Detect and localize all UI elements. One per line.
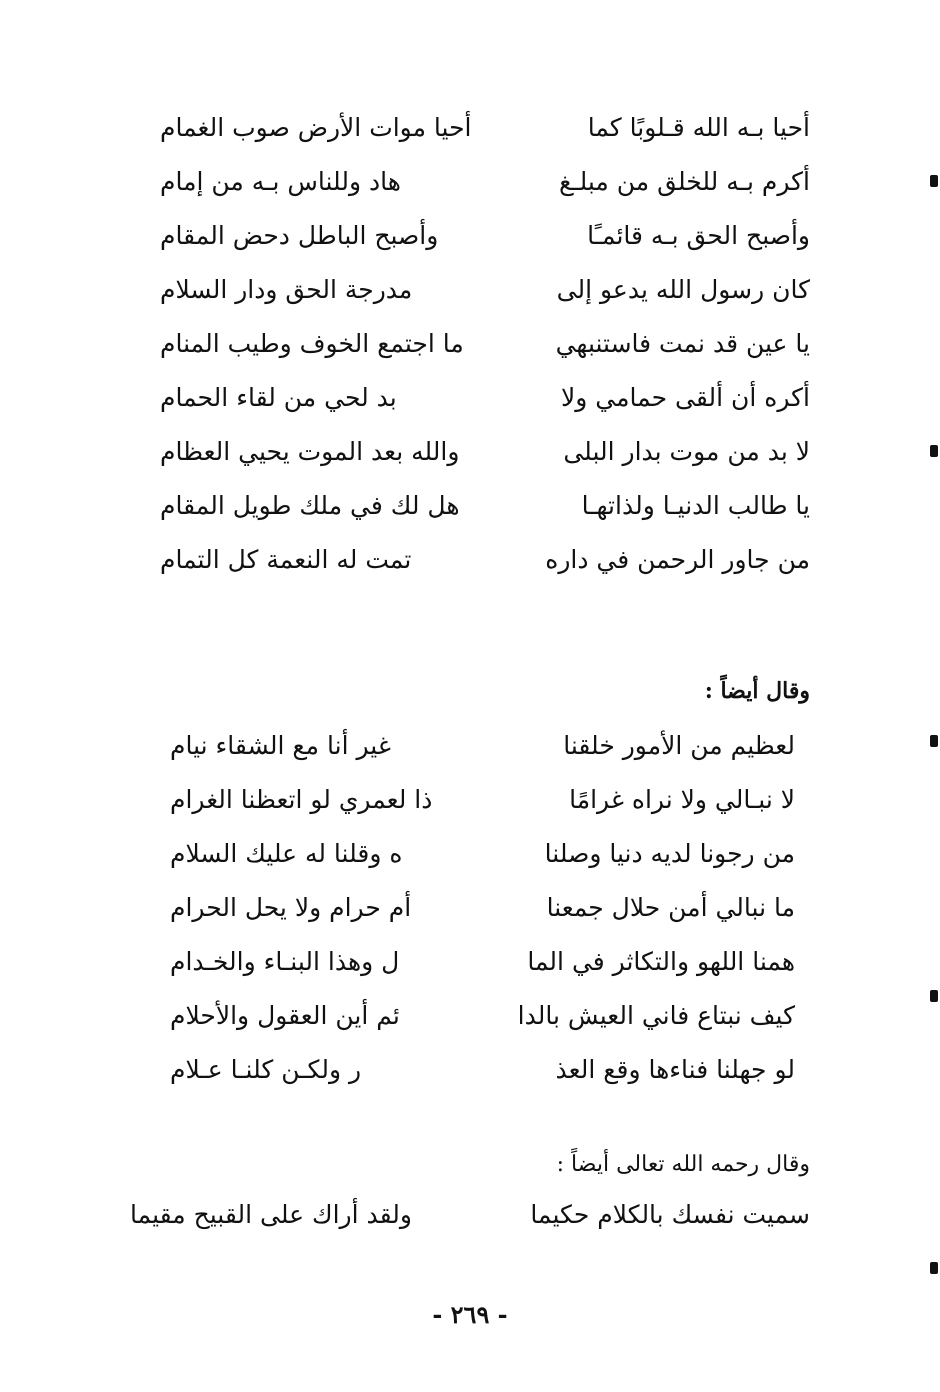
left-hemistich: هل لك في ملك طويل المقام (160, 490, 460, 520)
intro-heading-2: وقال أيضاً : (704, 678, 810, 704)
right-hemistich: يا عين قد نمت فاستنبهي (555, 328, 810, 358)
right-hemistich: أكرم بـه للخلق من مبلـغ (558, 166, 810, 196)
right-hemistich: أحيا بـه الله قـلوبًا كما (587, 112, 810, 142)
left-hemistich: هاد وللناس بـه من إمام (160, 166, 401, 196)
right-hemistich: لا بد من موت بدار البلى (563, 436, 810, 466)
single-verse-left-hemistich: ولقد أراك على القبيح مقيما (130, 1199, 412, 1229)
left-hemistich: أحيا موات الأرض صوب الغمام (160, 112, 472, 142)
verse-line (160, 478, 810, 532)
page-number: - ٢٦٩ - (432, 1300, 508, 1329)
right-hemistich: ما نبالي أمن حلال جمعنا (546, 892, 795, 922)
right-hemistich: كان رسول الله يدعو إلى (556, 274, 810, 304)
left-hemistich: والله بعد الموت يحيي العظام (160, 436, 460, 466)
single-verse (130, 1192, 810, 1236)
right-hemistich: كيف نبتاع فاني العيش بالدا (517, 1000, 795, 1030)
verse-line (160, 208, 810, 262)
single-verse-right-hemistich: سميت نفسك بالكلام حكيما (530, 1199, 810, 1229)
right-hemistich: وأصبح الحق بـه قائمـًا (587, 220, 810, 250)
left-hemistich: بد لحي من لقاء الحمام (160, 382, 397, 412)
verse-line (170, 880, 795, 934)
edge-mark (930, 445, 938, 457)
edge-mark (930, 990, 938, 1002)
verse-line (170, 988, 795, 1042)
right-hemistich: من رجونا لديه دنيا وصلنا (544, 838, 795, 868)
verse-line (160, 262, 810, 316)
left-hemistich: تمت له النعمة كل التمام (160, 544, 412, 574)
left-hemistich: غير أنا مع الشقاء نيام (170, 730, 391, 760)
right-hemistich: من جاور الرحمن في داره (545, 544, 810, 574)
left-hemistich: ه وقلنا له عليك السلام (170, 838, 403, 868)
right-hemistich: همنا اللهو والتكاثر في الما (527, 946, 795, 976)
edge-mark (930, 735, 938, 747)
verse-line (170, 772, 795, 826)
intro-heading-3: وقال رحمه الله تعالى أيضاً : (556, 1152, 810, 1177)
edge-mark (930, 1262, 938, 1274)
right-hemistich: أكره أن ألقى حمامي ولا (561, 382, 810, 412)
left-hemistich: وأصبح الباطل دحض المقام (160, 220, 439, 250)
verse-line (160, 100, 810, 154)
verse-line (170, 934, 795, 988)
edge-mark (930, 175, 938, 187)
verse-line (160, 532, 810, 586)
right-hemistich: يا طالب الدنيـا ولذاتهـا (581, 490, 810, 520)
poem-2 (170, 718, 795, 1096)
left-hemistich: ذا لعمري لو اتعظنا الغرام (170, 784, 433, 814)
verse-line (170, 1042, 795, 1096)
verse-line (160, 424, 810, 478)
verse-line (160, 316, 810, 370)
right-hemistich: لو جهلنا فناءها وقع العذ (555, 1054, 795, 1084)
right-hemistich: لا نبـالي ولا نراه غرامًا (569, 784, 795, 814)
left-hemistich: ما اجتمع الخوف وطيب المنام (160, 328, 464, 358)
verse-line (160, 370, 810, 424)
left-hemistich: مدرجة الحق ودار السلام (160, 274, 413, 304)
right-hemistich: لعظيم من الأمور خلقنا (563, 730, 795, 760)
poem-1 (160, 100, 810, 586)
left-hemistich: ل وهذا البنـاء والخـدام (170, 946, 400, 976)
verse-line (170, 826, 795, 880)
left-hemistich: ر ولكـن كلنـا عـلام (170, 1054, 362, 1084)
verse-line (160, 154, 810, 208)
verse-line (170, 718, 795, 772)
left-hemistich: ئم أين العقول والأحلام (170, 1000, 400, 1030)
left-hemistich: أم حرام ولا يحل الحرام (170, 892, 412, 922)
